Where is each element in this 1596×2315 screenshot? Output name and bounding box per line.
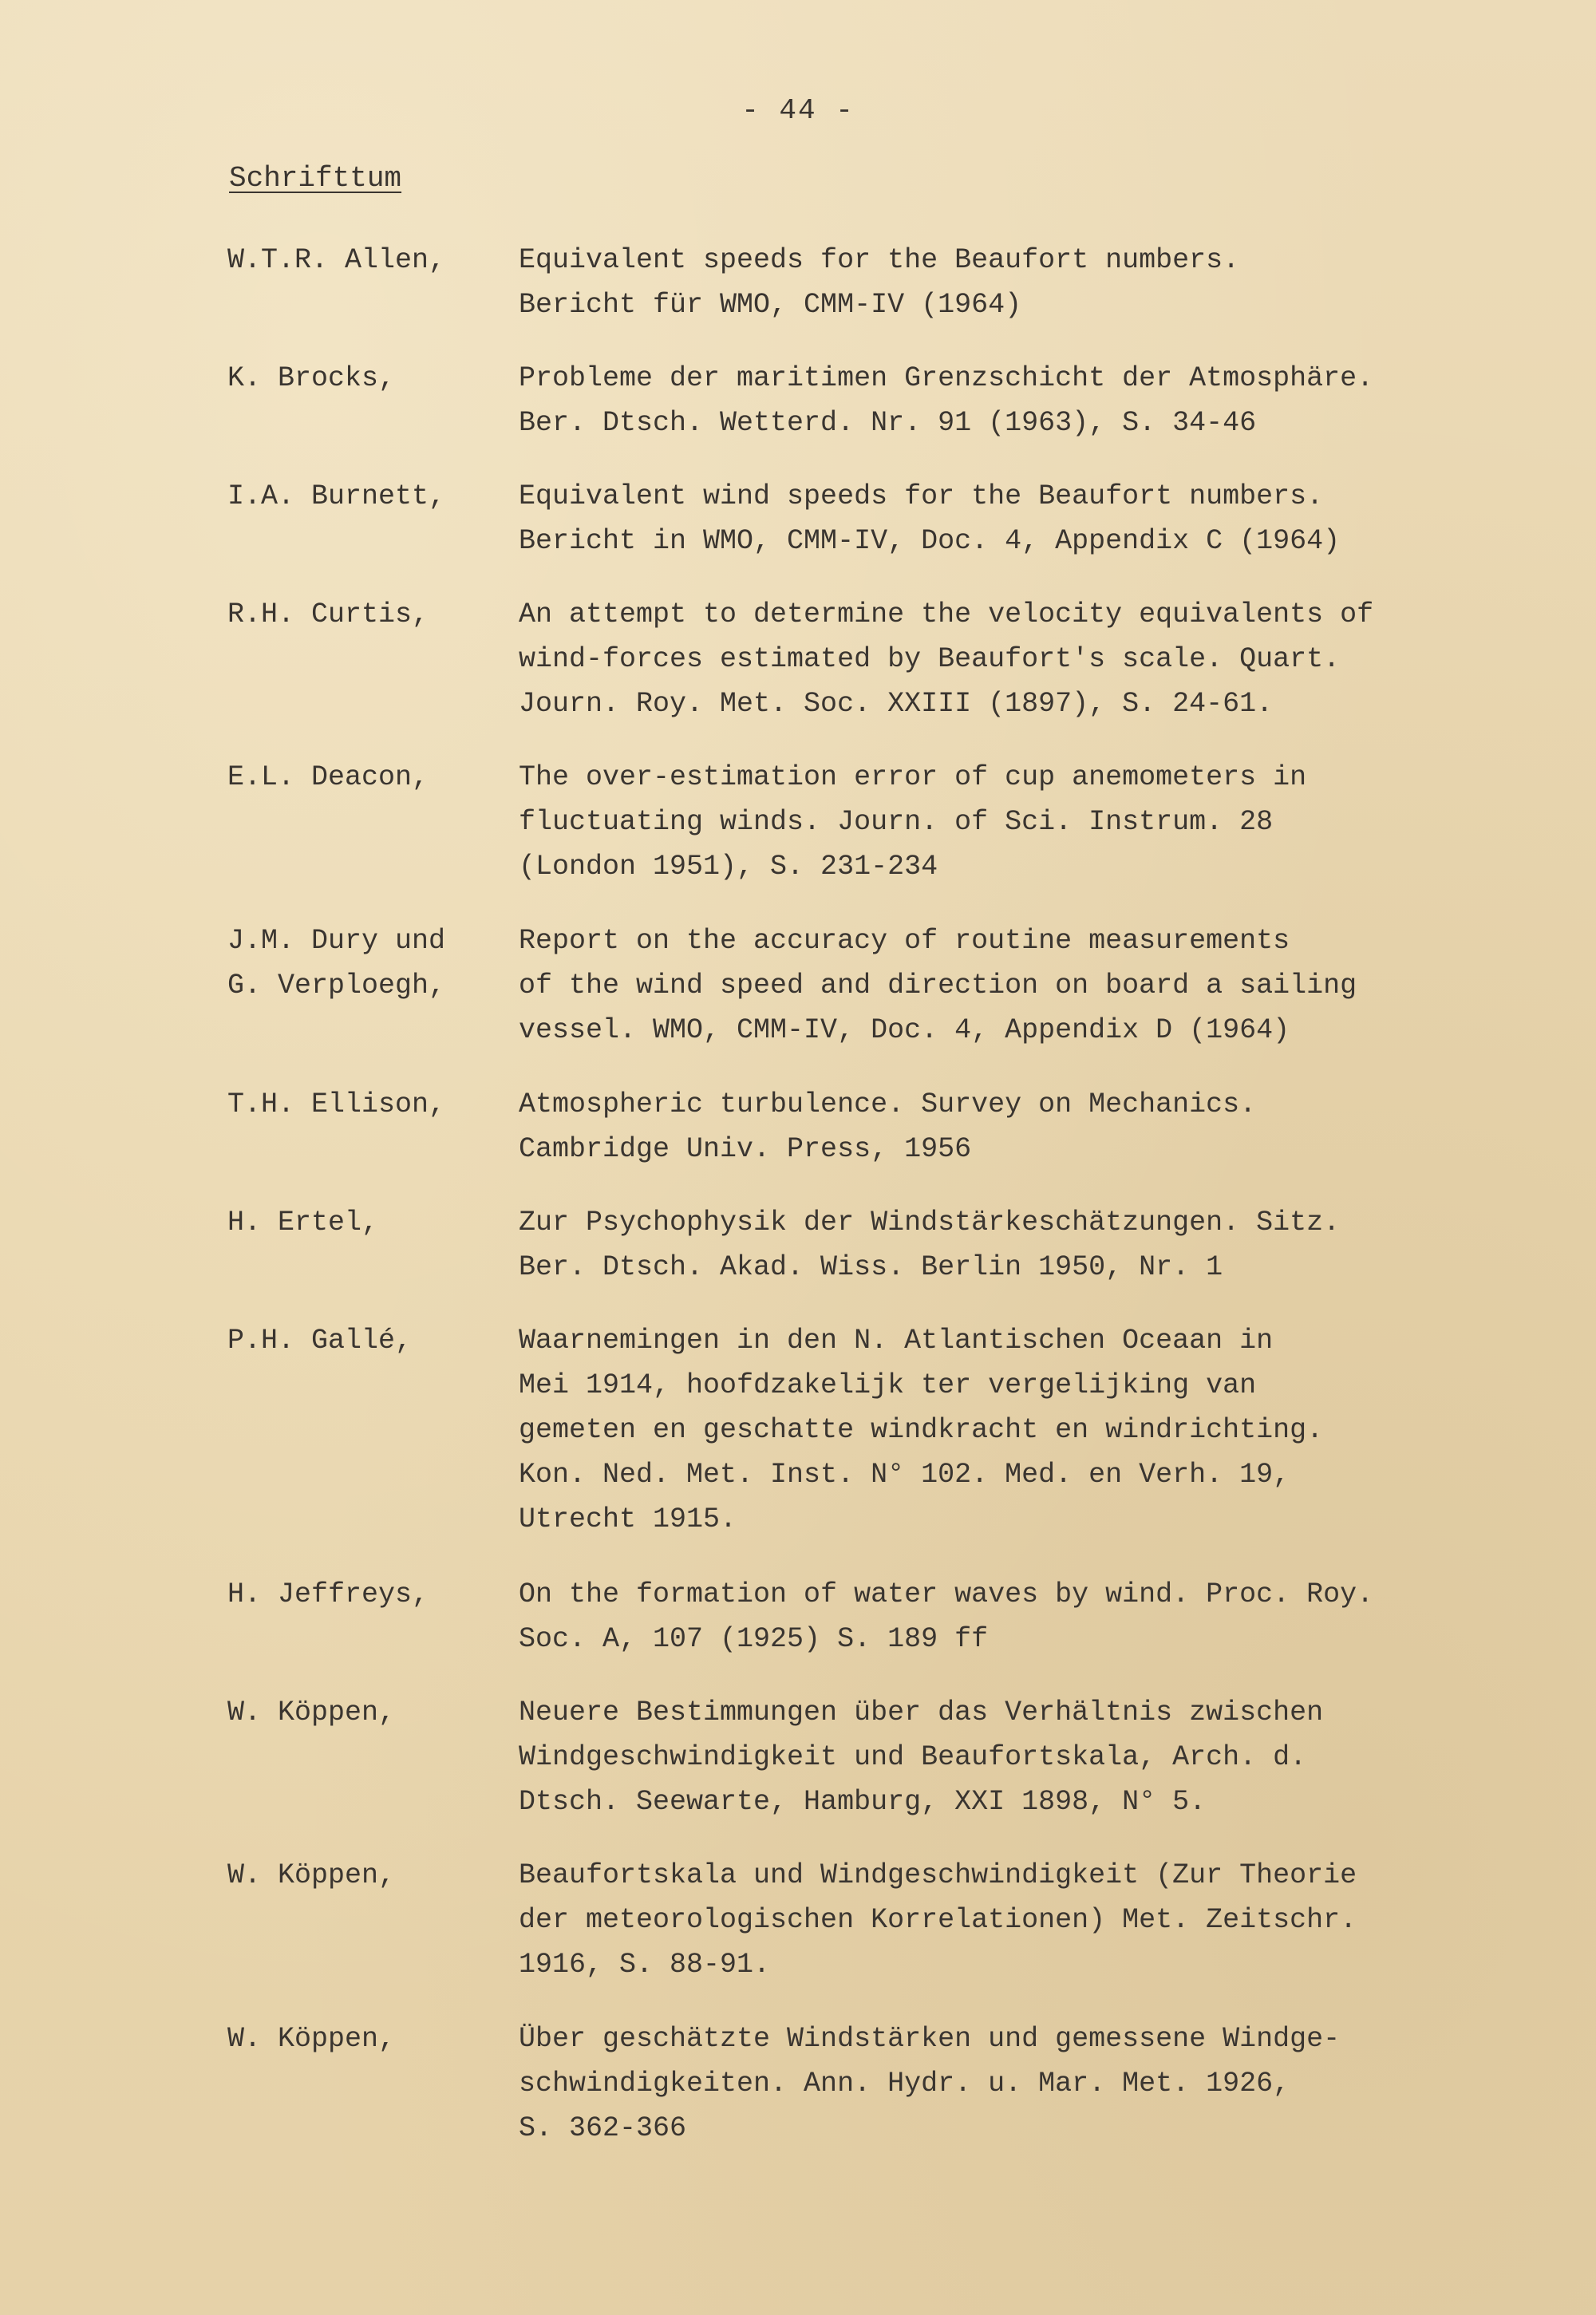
bibliography-entry	[227, 2017, 1456, 2160]
entry-author: W. Köppen,	[227, 1859, 396, 1891]
entry-author: E.L. Deacon,	[227, 761, 429, 793]
entry-reference: Equivalent speeds for the Beaufort numbers. Bericht für WMO, CMM-IV (1964)	[519, 244, 1240, 321]
entry-author: R.H. Curtis,	[227, 599, 429, 630]
bibliography-entry	[227, 1690, 1456, 1853]
entry-author: J.M. Dury und G. Verploegh,	[227, 925, 446, 1001]
section-heading: Schrifttum	[229, 162, 402, 195]
entry-reference: The over-estimation error of cup anemometers in fluctuating winds. Journ. of Sci. Instrum. 28 (London 1951), S. 231-234	[519, 761, 1307, 883]
entry-reference: On the formation of water waves by wind. Proc. Roy. Soc. A, 107 (1925) S. 189 ff	[519, 1578, 1374, 1655]
entry-reference: Über geschätzte Windstärken und gemessene Windge- schwindigkeiten. Ann. Hydr. u. Mar. Met. 1926, S. 362-366	[519, 2023, 1341, 2144]
entry-reference: Report on the accuracy of routine measurements of the wind speed and direction on board a sailing vessel. WMO, CMM-IV, Doc. 4, Appendix D (1964)	[519, 925, 1357, 1046]
page-number: - 44 -	[741, 94, 855, 127]
entry-author: W. Köppen,	[227, 1697, 396, 1728]
bibliography-entry	[227, 918, 1456, 1082]
entry-reference: Waarnemingen in den N. Atlantischen Oceaan in Mei 1914, hoofdzakelijk ter vergelijking van gemeten en geschatte windkracht en windrichting. Kon. Ned. Met. Inst. N° 102. Med. en Verh. 19, Utrecht 1915.	[519, 1325, 1324, 1535]
entry-reference: Neuere Bestimmungen über das Verhältnis zwischen Windgeschwindigkeit und Beaufortskala, Arch. d. Dtsch. Seewarte, Hamburg, XXI 1898, N° 5.	[519, 1697, 1324, 1818]
entry-author: H. Ertel,	[227, 1207, 379, 1238]
entry-reference: Zur Psychophysik der Windstärkeschätzungen. Sitz. Ber. Dtsch. Akad. Wiss. Berlin 1950, Nr. 1	[519, 1207, 1341, 1283]
bibliography-entry	[227, 1082, 1456, 1200]
bibliography-entry	[227, 1572, 1456, 1690]
entry-author: K. Brocks,	[227, 362, 396, 394]
entry-author: I.A. Burnett,	[227, 480, 446, 512]
entry-author: H. Jeffreys,	[227, 1578, 429, 1610]
entry-reference: Probleme der maritimen Grenzschicht der Atmosphäre. Ber. Dtsch. Wetterd. Nr. 91 (1963), S. 34-46	[519, 362, 1374, 439]
bibliography-entry	[227, 1318, 1456, 1572]
entry-reference: Atmospheric turbulence. Survey on Mechanics. Cambridge Univ. Press, 1956	[519, 1088, 1257, 1165]
bibliography-entry	[227, 1853, 1456, 2017]
entry-reference: Beaufortskala und Windgeschwindigkeit (Zur Theorie der meteorologischen Korrelationen) Met. Zeitschr. 1916, S. 88-91.	[519, 1859, 1357, 1981]
entry-author: T.H. Ellison,	[227, 1088, 446, 1120]
entry-author: W. Köppen,	[227, 2023, 396, 2055]
entry-author: W.T.R. Allen,	[227, 244, 446, 276]
bibliography-entry	[227, 592, 1456, 755]
entry-author: P.H. Gallé,	[227, 1325, 413, 1357]
bibliography-entry	[227, 1200, 1456, 1318]
bibliography-entry	[227, 755, 1456, 918]
entry-reference: Equivalent wind speeds for the Beaufort numbers. Bericht in WMO, CMM-IV, Doc. 4, Appendix C (1964)	[519, 480, 1341, 557]
bibliography-entry	[227, 356, 1456, 474]
bibliography-entry	[227, 238, 1456, 356]
entry-reference: An attempt to determine the velocity equivalents of wind-forces estimated by Beaufort's scale. Quart. Journ. Roy. Met. Soc. XXIII (1897), S. 24-61.	[519, 599, 1374, 720]
bibliography-entry	[227, 474, 1456, 592]
bibliography-list	[227, 238, 1456, 2160]
